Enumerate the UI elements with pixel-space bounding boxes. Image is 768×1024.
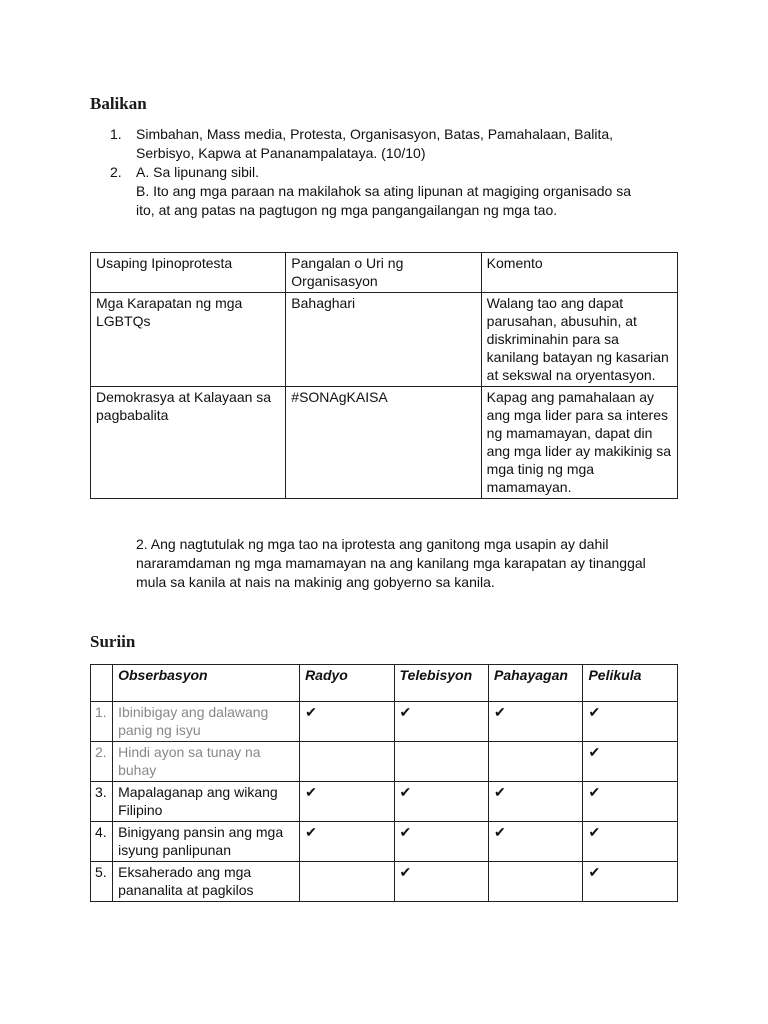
suriin-table	[90, 664, 678, 902]
row-number: 2.	[91, 742, 113, 782]
check-icon: ✔	[305, 824, 317, 840]
table-row	[91, 822, 678, 862]
check-icon: ✔	[494, 784, 506, 800]
check-cell	[489, 702, 583, 742]
observation-text: Hindi ayon sa tunay na buhay	[113, 742, 300, 782]
list-text	[136, 163, 690, 220]
check-icon: ✔	[399, 864, 412, 880]
list-number: 2.	[110, 164, 122, 180]
check-cell	[489, 782, 583, 822]
check-cell	[394, 782, 488, 822]
table-row	[91, 702, 678, 742]
list-line: B. Ito ang mga paraan na makilahok sa ating lipunan at magiging organisado sa	[136, 183, 631, 199]
observation-text: Eksaherado ang mga pananalita at pagkilos	[113, 862, 300, 902]
table-header-row	[91, 253, 678, 293]
check-icon: ✔	[305, 704, 317, 720]
check-cell	[489, 742, 583, 782]
balikan-heading: Balikan	[90, 94, 147, 113]
list-text	[136, 125, 690, 163]
check-icon: ✔	[399, 824, 412, 840]
check-cell	[583, 782, 678, 822]
check-icon: ✔	[399, 704, 412, 720]
observation-text: Ibinibigay ang dalawang panig ng isyu	[113, 702, 300, 742]
row-number: 1.	[91, 702, 113, 742]
check-cell	[489, 822, 583, 862]
check-icon: ✔	[588, 824, 601, 840]
check-cell	[583, 742, 678, 782]
table-row	[91, 293, 678, 387]
protest-table	[90, 252, 678, 499]
check-cell	[394, 822, 488, 862]
check-cell	[394, 742, 488, 782]
header-usaping: Usaping Ipinoprotesta	[91, 253, 286, 293]
check-cell	[300, 742, 394, 782]
check-cell	[583, 822, 678, 862]
observation-text: Binigyang pansin ang mga isyung panlipunan	[113, 822, 300, 862]
table-header-row	[91, 665, 678, 702]
table-row	[91, 862, 678, 902]
suriin-heading: Suriin	[90, 632, 136, 651]
row-number: 4.	[91, 822, 113, 862]
table-row	[91, 742, 678, 782]
observation-text: Mapalaganap ang wikang Filipino	[113, 782, 300, 822]
check-icon: ✔	[305, 784, 317, 800]
check-cell	[300, 702, 394, 742]
table-row	[91, 387, 678, 499]
check-cell	[394, 862, 488, 902]
table-cell: #SONAgKAISA	[286, 387, 481, 499]
table-cell: Walang tao ang dapat parusahan, abusuhin, at diskriminahin para sa kanilang batayan ng kasarian at sekswal na oryentasyon.	[481, 293, 677, 387]
check-cell	[394, 702, 488, 742]
header-obserbasyon: Obserbasyon	[113, 665, 300, 702]
suriin-body	[91, 702, 678, 902]
header-pahayagan: Pahayagan	[489, 665, 583, 702]
paragraph-2: 2. Ang nagtutulak ng mga tao na iprotesta ang ganitong mga usapin ay dahil nararamdaman ng mga mamamayan na ang kanilang mga karapatan ay tinanggal mula sa kanila at nais na makinig ang gobyerno sa kanila.	[136, 536, 646, 590]
check-icon: ✔	[494, 824, 506, 840]
header-radyo: Radyo	[300, 665, 394, 702]
row-number: 3.	[91, 782, 113, 822]
check-cell	[583, 702, 678, 742]
header-number	[91, 665, 113, 702]
header-pelikula: Pelikula	[583, 665, 678, 702]
list-item	[110, 163, 690, 220]
check-icon: ✔	[399, 784, 412, 800]
list-line: Serbisyo, Kapwa at Pananampalataya. (10/10)	[136, 145, 426, 161]
balikan-list	[110, 125, 690, 220]
header-komento: Komento	[481, 253, 677, 293]
header-telebisyon: Telebisyon	[394, 665, 488, 702]
list-item	[110, 125, 690, 163]
check-icon: ✔	[588, 784, 601, 800]
check-cell	[300, 782, 394, 822]
check-icon: ✔	[588, 744, 601, 760]
table-cell: Mga Karapatan ng mga LGBTQs	[91, 293, 286, 387]
check-cell	[300, 862, 394, 902]
check-icon: ✔	[588, 864, 601, 880]
table-row	[91, 782, 678, 822]
list-line: Simbahan, Mass media, Protesta, Organisasyon, Batas, Pamahalaan, Balita,	[136, 126, 614, 142]
table-cell: Demokrasya at Kalayaan sa pagbabalita	[91, 387, 286, 499]
check-icon: ✔	[588, 704, 601, 720]
row-number: 5.	[91, 862, 113, 902]
table-cell: Bahaghari	[286, 293, 481, 387]
list-number: 1.	[110, 126, 122, 142]
check-cell	[489, 862, 583, 902]
header-pangalan: Pangalan o Uri ng Organisasyon	[286, 253, 481, 293]
list-line: ito, at ang patas na pagtugon ng mga pangangailangan ng mga tao.	[136, 202, 558, 218]
list-line: A. Sa lipunang sibil.	[136, 164, 259, 180]
table-cell: Kapag ang pamahalaan ay ang mga lider para sa interes ng mamamayan, dapat din ang mga lider ay makikinig sa mga tinig ng mga mamamayan.	[481, 387, 677, 499]
check-cell	[300, 822, 394, 862]
check-icon: ✔	[494, 704, 506, 720]
check-cell	[583, 862, 678, 902]
